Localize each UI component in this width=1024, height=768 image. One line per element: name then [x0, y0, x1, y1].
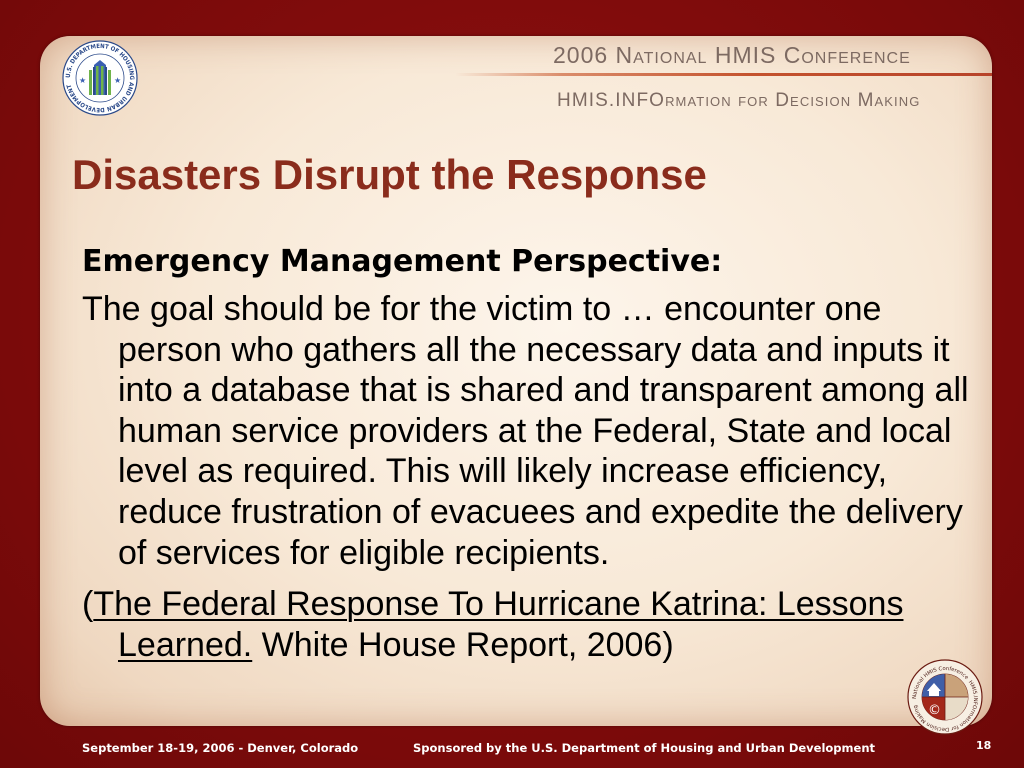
- body-line: The goal should be for the victim to … encounter one: [82, 290, 882, 328]
- hud-seal-logo: [62, 40, 138, 116]
- header-divider: [455, 73, 992, 76]
- body-line: of services for eligible recipients.: [118, 533, 610, 572]
- body-line: human service providers at the Federal, State and local: [118, 411, 952, 450]
- footer-sponsor: Sponsored by the U.S. Department of Housing and Urban Development: [413, 741, 875, 755]
- citation-source: White House Report, 2006): [252, 625, 674, 664]
- hud-seal-lettering: U.S. DEPARTMENT OF HOUSING AND URBAN DEVELOPMENT: [64, 42, 136, 114]
- body-line: into a database that is shared and transparent among all: [118, 371, 969, 410]
- star-icon: ★: [114, 76, 122, 85]
- citation-open-paren: (: [82, 585, 94, 623]
- body-line: reduce frustration of evacuees and expedite the delivery: [118, 492, 963, 531]
- conference-tagline: HMIS.INFOrmation for Decision Making: [557, 90, 921, 111]
- star-icon: ★: [79, 76, 87, 85]
- conference-seal-lettering: National HMIS Conference HMIS.INFOrmation for Decision Making: [911, 665, 979, 733]
- hmis-conference-seal-logo: [907, 659, 983, 735]
- conference-name: 2006 National HMIS Conference: [553, 42, 911, 68]
- citation-title: The Federal Response To Hurricane Katrina: Lessons Learned.: [93, 585, 904, 664]
- body-paragraph: [82, 289, 969, 573]
- body-line: person who gathers all the necessary data and inputs it: [118, 330, 950, 369]
- slide-number: 18: [976, 739, 992, 752]
- copyright-icon: ©: [928, 703, 941, 718]
- slide-title: Disasters Disrupt the Response: [72, 151, 707, 198]
- subheading: Emergency Management Perspective:: [82, 244, 723, 279]
- footer-event: September 18-19, 2006 - Denver, Colorado: [82, 741, 359, 755]
- body-line: level as required. This will likely increase efficiency,: [118, 452, 888, 491]
- citation: [82, 584, 962, 665]
